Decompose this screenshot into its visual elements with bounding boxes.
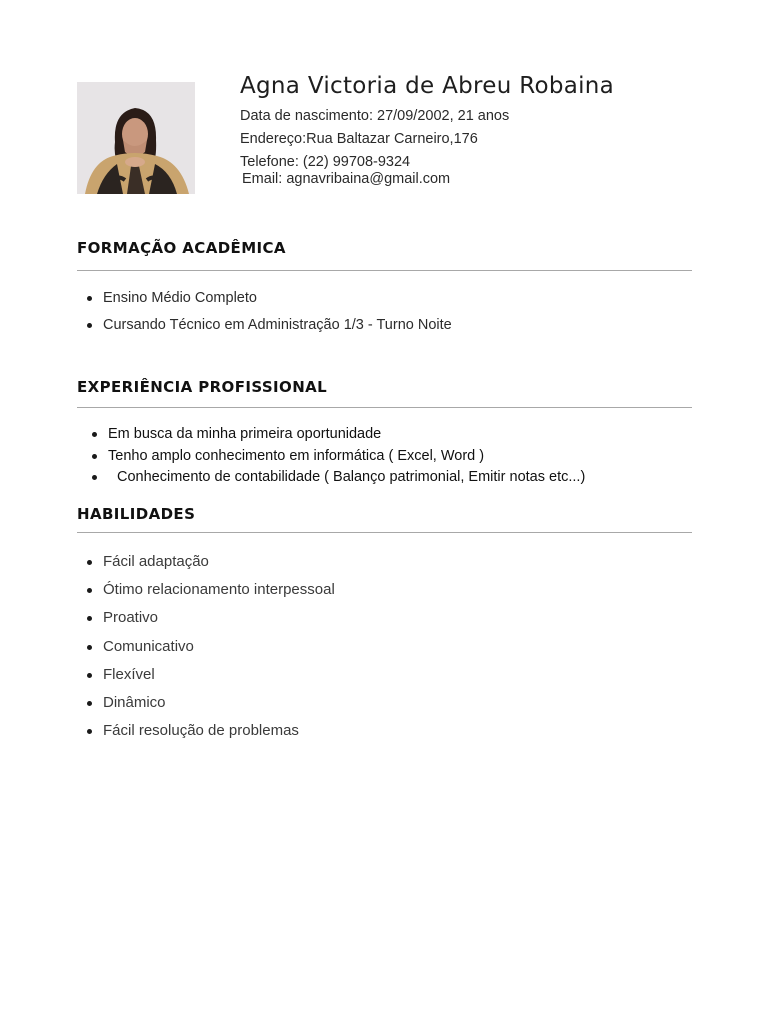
divider [77, 270, 692, 271]
list-item: Fácil resolução de problemas [77, 721, 335, 749]
list-item: Ensino Médio Completo [77, 289, 452, 316]
list-item: Comunicativo [77, 637, 335, 665]
list-item: Tenho amplo conhecimento em informática ( Excel, Word ) [82, 447, 585, 469]
list-item: Cursando Técnico em Administração 1/3 - Turno Noite [77, 316, 452, 343]
list-item: Proativo [77, 608, 335, 636]
habilidades-list [77, 552, 335, 749]
list-item: Flexível [77, 665, 335, 693]
email: Email: agnavribaina@gmail.com [242, 171, 451, 187]
address: Endereço:Rua Baltazar Carneiro,176 [240, 131, 478, 147]
formacao-list [77, 289, 452, 343]
birth-date: Data de nascimento: 27/09/2002, 21 anos [240, 108, 510, 124]
experiencia-list [82, 425, 585, 490]
list-item: Dinâmico [77, 693, 335, 721]
profile-photo [77, 82, 195, 194]
list-item: Fácil adaptação [77, 552, 335, 580]
list-item: Ótimo relacionamento interpessoal [77, 580, 335, 608]
section-title-experiencia: EXPERIÊNCIA PROFISSIONAL [77, 378, 328, 396]
section-title-habilidades: HABILIDADES [77, 505, 196, 523]
phone: Telefone: (22) 99708-9324 [240, 154, 411, 170]
divider [77, 407, 692, 408]
candidate-name: Agna Victoria de Abreu Robaina [240, 73, 615, 99]
list-item: Conhecimento de contabilidade ( Balanço patrimonial, Emitir notas etc...) [82, 468, 585, 490]
list-item: Em busca da minha primeira oportunidade [82, 425, 585, 447]
divider [77, 532, 692, 533]
section-title-formacao: FORMAÇÃO ACADÊMICA [77, 239, 286, 257]
